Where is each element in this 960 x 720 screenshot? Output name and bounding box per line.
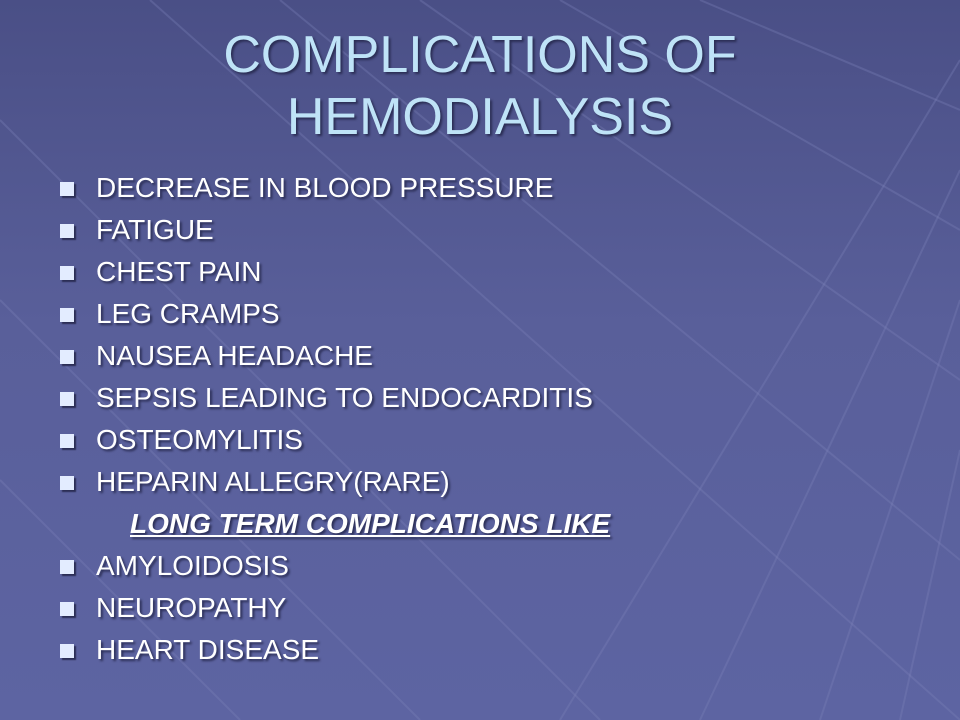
square-bullet-icon — [60, 602, 74, 616]
square-bullet-icon — [60, 266, 74, 280]
list-item-label: OSTEOMYLITIS — [96, 424, 303, 455]
list-item-label: HEART DISEASE — [96, 634, 320, 665]
square-bullet-icon — [60, 308, 74, 322]
list-item-label: DECREASE IN BLOOD PRESSURE — [96, 172, 554, 203]
list-item-label: AMYLOIDOSIS — [96, 550, 289, 581]
square-bullet-icon — [60, 224, 74, 238]
list-item-label: SEPSIS LEADING TO ENDOCARDITIS — [96, 382, 593, 413]
list-item-label: NEUROPATHY — [96, 592, 287, 623]
square-bullet-icon — [60, 392, 74, 406]
square-bullet-icon — [60, 350, 74, 364]
list-item-label: HEPARIN ALLEGRY(RARE) — [96, 466, 450, 497]
list-item-label: FATIGUE — [96, 214, 214, 245]
square-bullet-icon — [60, 182, 74, 196]
slide-title-line-1: COMPLICATIONS OF — [223, 26, 737, 84]
square-bullet-icon — [60, 560, 74, 574]
list-item-label: NAUSEA HEADACHE — [96, 340, 373, 371]
square-bullet-icon — [60, 434, 74, 448]
square-bullet-icon — [60, 644, 74, 658]
list-item-label: CHEST PAIN — [96, 256, 262, 287]
list-item-label: LEG CRAMPS — [96, 298, 280, 329]
square-bullet-icon — [60, 476, 74, 490]
slide-title-line-2: HEMODIALYSIS — [286, 88, 674, 146]
subheading-label: LONG TERM COMPLICATIONS LIKE — [130, 508, 611, 539]
slide-title — [0, 24, 960, 148]
